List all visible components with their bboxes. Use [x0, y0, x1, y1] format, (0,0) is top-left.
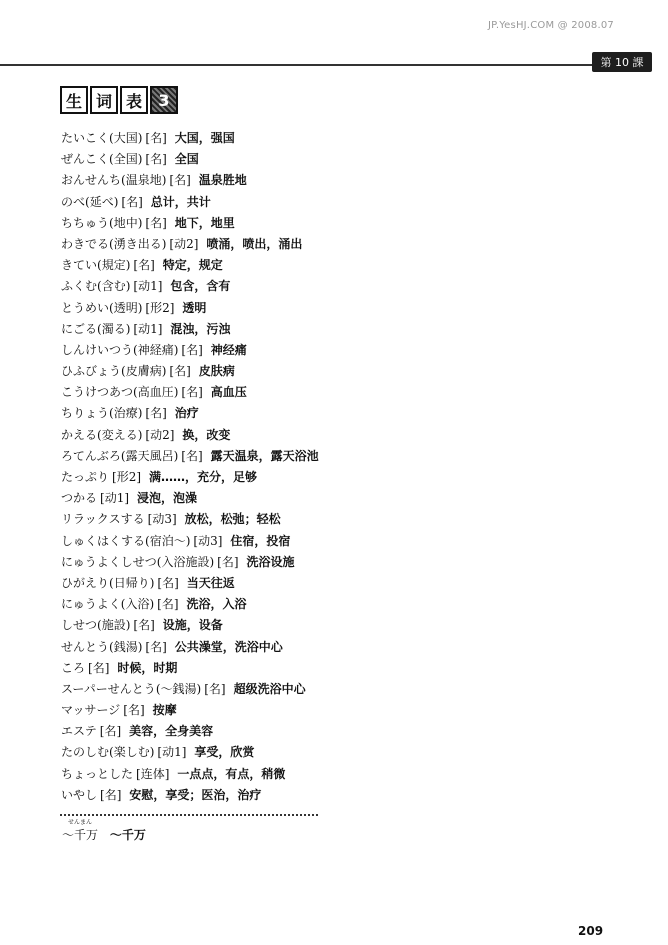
vocab-entry	[61, 361, 621, 382]
vocab-entry	[61, 658, 621, 679]
vocab-part-of-speech: [名]	[100, 787, 122, 802]
vocab-kana: おんせんち	[61, 173, 122, 188]
section-title-char: 生	[60, 86, 88, 114]
vocab-part-of-speech: [动2]	[169, 236, 199, 251]
vocab-gloss: 住宿，投宿	[230, 533, 291, 548]
vocab-kana: ぜんこく	[61, 152, 110, 167]
vocab-original: (治療)	[109, 406, 143, 421]
vocab-part-of-speech: [名]	[88, 660, 110, 675]
vocab-gloss: 高血压	[210, 385, 247, 400]
vocab-gloss: 大国，强国	[174, 131, 235, 145]
vocab-entry	[61, 721, 621, 742]
vocab-entry	[61, 488, 621, 509]
vocab-entry	[61, 403, 621, 424]
vocab-kana: きてい	[61, 258, 98, 273]
vocab-part-of-speech: [名]	[133, 618, 155, 633]
vocab-gloss: 美容，全身美容	[129, 724, 214, 739]
vocab-entry	[61, 742, 621, 763]
vocab-original: (露天風呂)	[120, 448, 179, 463]
vocab-gloss: 透明	[182, 300, 207, 315]
vocab-part-of-speech: [连体]	[136, 766, 170, 781]
vocab-original: (大国)	[109, 131, 143, 145]
vocab-entry	[61, 637, 621, 658]
vocab-kana: たっぷり	[61, 470, 110, 484]
vocab-part-of-speech: [名]	[145, 639, 167, 654]
vocab-original: (湧き出る)	[109, 236, 167, 251]
vocab-gloss: 洗浴，入浴	[186, 597, 247, 612]
vocab-kana: ちりょう	[61, 406, 110, 421]
page-number: 209	[578, 924, 604, 938]
vocab-gloss: 一点点，有点，稍微	[177, 766, 286, 781]
section-title-char: 词	[90, 86, 118, 114]
vocab-gloss: 当天往返	[186, 575, 235, 590]
vocab-part-of-speech: [名]	[157, 575, 179, 590]
vocab-part-of-speech: [动1]	[100, 491, 130, 506]
vocab-original: (銭湯)	[109, 639, 143, 654]
vocab-kana: こうけつあつ	[61, 385, 134, 400]
vocab-kana: ころ	[61, 660, 86, 675]
dotted-divider	[60, 814, 318, 816]
vocab-original: (入浴)	[120, 597, 155, 612]
vocab-kana: ひがえり	[61, 575, 110, 590]
vocab-gloss: 总计，共计	[150, 194, 211, 209]
vocab-part-of-speech: [名]	[145, 215, 167, 230]
vocab-kana: にゅうよく	[61, 597, 121, 612]
vocab-original: (地中)	[109, 215, 143, 230]
vocab-part-of-speech: [名]	[169, 364, 191, 379]
vocab-entry	[61, 700, 621, 721]
vocab-kana: ちちゅう	[61, 215, 110, 230]
vocab-gloss: 特定，规定	[162, 258, 223, 273]
vocab-gloss: 浸泡，泡澡	[137, 491, 198, 506]
vocab-gloss: 皮肤病	[198, 364, 235, 379]
vocab-kana: せんとう	[61, 639, 110, 654]
vocab-entry	[61, 467, 621, 488]
vocab-kana: のべ	[61, 194, 86, 209]
vocab-kana: たいこく	[61, 131, 110, 145]
vocab-entry	[61, 255, 621, 276]
lesson-tab: 第 10 課	[592, 52, 652, 72]
vocab-original: (宿泊～)	[145, 533, 191, 548]
vocab-entry	[61, 594, 621, 615]
vocab-original: (日帰り)	[109, 575, 155, 590]
vocab-original: (皮膚病)	[121, 364, 167, 379]
vocab-kana: ちょっとした	[61, 766, 134, 781]
vocab-gloss: 温泉胜地	[198, 173, 247, 188]
vocab-gloss: 安慰，享受；医治，治疗	[129, 787, 262, 802]
vocab-original: (全国)	[109, 152, 143, 167]
vocab-part-of-speech: [名]	[145, 152, 167, 167]
vocab-entry	[61, 340, 621, 361]
vocab-kana: たのしむ	[61, 745, 110, 760]
vocab-kana: しんけいつう	[61, 342, 134, 357]
vocab-list	[61, 128, 621, 806]
section-title	[60, 86, 178, 114]
vocab-original: (～銭湯)	[155, 681, 202, 696]
vocab-gloss: 换，改变	[182, 427, 231, 442]
vocab-gloss: 露天温泉，露天浴池	[210, 448, 319, 463]
vocab-part-of-speech: [形2]	[112, 470, 142, 484]
vocab-gloss: 治疗	[174, 406, 199, 421]
vocab-part-of-speech: [动3]	[147, 512, 177, 527]
vocab-part-of-speech: [名]	[181, 342, 203, 357]
vocab-part-of-speech: [名]	[121, 194, 143, 209]
vocab-original: (高血圧)	[133, 385, 179, 400]
vocab-part-of-speech: [动1]	[133, 279, 163, 294]
vocab-gloss: 神经痛	[210, 342, 247, 357]
vocab-original: (温泉地)	[121, 173, 167, 188]
vocab-kana: わきでる	[61, 236, 110, 251]
vocab-gloss: 全国	[174, 152, 199, 167]
vocab-part-of-speech: [名]	[157, 597, 179, 612]
note-right: ～千万	[109, 828, 146, 842]
vocab-kana: とうめい	[61, 300, 110, 315]
vocab-entry	[61, 319, 621, 340]
vocab-kana: かえる	[61, 427, 98, 442]
vocab-gloss: 包含，含有	[170, 279, 231, 294]
vocab-part-of-speech: [名]	[123, 703, 145, 718]
note-left: ～千万	[62, 828, 99, 842]
vocab-original: (濁る)	[97, 321, 131, 336]
vocab-entry	[61, 128, 621, 149]
vocab-entry	[61, 785, 621, 806]
vocab-original: (施設)	[97, 618, 131, 633]
vocab-kana: ろてんぶろ	[61, 448, 121, 463]
vocab-kana: ひふびょう	[61, 364, 122, 379]
vocab-entry	[61, 276, 621, 297]
vocab-entry	[61, 615, 621, 636]
vocab-entry	[61, 170, 621, 191]
vocab-entry	[61, 213, 621, 234]
vocab-entry	[61, 425, 621, 446]
section-title-number: 3	[150, 86, 178, 114]
note-ruby: せんまん	[68, 819, 93, 826]
header-rule	[0, 64, 600, 66]
vocab-kana: スーパーせんとう	[61, 681, 156, 696]
vocab-kana: いやし	[61, 787, 98, 802]
vocab-original: (入浴施設)	[156, 554, 215, 569]
vocab-original: (延べ)	[85, 194, 119, 209]
vocab-original: (変える)	[97, 427, 143, 442]
vocab-part-of-speech: [名]	[181, 448, 203, 463]
vocab-gloss: 超级洗浴中心	[233, 681, 306, 696]
vocab-kana: リラックスする	[61, 512, 145, 527]
note-line	[62, 819, 146, 843]
vocab-entry	[61, 446, 621, 467]
vocab-part-of-speech: [名]	[145, 406, 167, 421]
vocab-kana: マッサージ	[61, 703, 121, 718]
section-title-char: 表	[120, 86, 148, 114]
vocab-entry	[61, 509, 621, 530]
vocab-gloss: 放松，松弛；轻松	[184, 512, 281, 527]
vocab-gloss: 享受，欣赏	[194, 745, 255, 760]
vocab-part-of-speech: [名]	[99, 724, 122, 739]
vocab-gloss: 洗浴设施	[246, 554, 295, 569]
vocab-kana: エステ	[61, 724, 97, 739]
vocab-original: (神経痛)	[133, 342, 179, 357]
vocab-part-of-speech: [名]	[181, 385, 203, 400]
vocab-part-of-speech: [动1]	[157, 745, 187, 760]
vocab-kana: しゅくはくする	[61, 533, 146, 548]
vocab-part-of-speech: [名]	[217, 554, 239, 569]
vocab-part-of-speech: [动2]	[145, 427, 175, 442]
vocab-entry	[61, 552, 621, 573]
vocab-original: (含む)	[97, 279, 131, 294]
vocab-part-of-speech: [形2]	[145, 300, 175, 315]
vocab-kana: にゅうよくしせつ	[61, 554, 157, 569]
vocab-gloss: 按摩	[152, 703, 177, 718]
vocab-gloss: 地下，地里	[174, 215, 235, 230]
vocab-kana: つかる	[61, 491, 98, 506]
vocab-gloss: 设施，设备	[162, 618, 223, 633]
vocab-entry	[61, 149, 621, 170]
watermark: JP.YesHJ.COM @ 2008.07	[488, 20, 614, 31]
vocab-part-of-speech: [动3]	[193, 533, 223, 548]
vocab-kana: しせつ	[61, 618, 98, 633]
vocab-part-of-speech: [名]	[145, 131, 167, 145]
vocab-entry	[61, 234, 621, 255]
note-ruby-word	[62, 819, 99, 843]
vocab-gloss: 时候，时期	[117, 660, 178, 675]
vocab-part-of-speech: [名]	[204, 681, 226, 696]
vocab-entry	[61, 192, 621, 213]
vocab-part-of-speech: [名]	[133, 258, 155, 273]
vocab-gloss: 满……，充分，足够	[149, 470, 258, 484]
vocab-gloss: 喷涌，喷出，涌出	[206, 236, 303, 251]
vocab-gloss: 公共澡堂，洗浴中心	[174, 639, 283, 654]
vocab-kana: ふくむ	[61, 279, 98, 294]
vocab-kana: にごる	[61, 321, 98, 336]
vocab-original: (規定)	[97, 258, 131, 273]
vocab-original: (楽しむ)	[109, 745, 155, 760]
vocab-entry	[61, 764, 621, 785]
vocab-entry	[61, 531, 621, 552]
vocab-entry	[61, 679, 621, 700]
vocab-entry	[61, 298, 621, 319]
vocab-entry	[61, 573, 621, 594]
vocab-part-of-speech: [动1]	[133, 321, 163, 336]
vocab-entry	[61, 382, 621, 403]
vocab-gloss: 混浊，污浊	[170, 321, 231, 336]
vocab-part-of-speech: [名]	[169, 173, 191, 188]
vocab-original: (透明)	[109, 300, 143, 315]
